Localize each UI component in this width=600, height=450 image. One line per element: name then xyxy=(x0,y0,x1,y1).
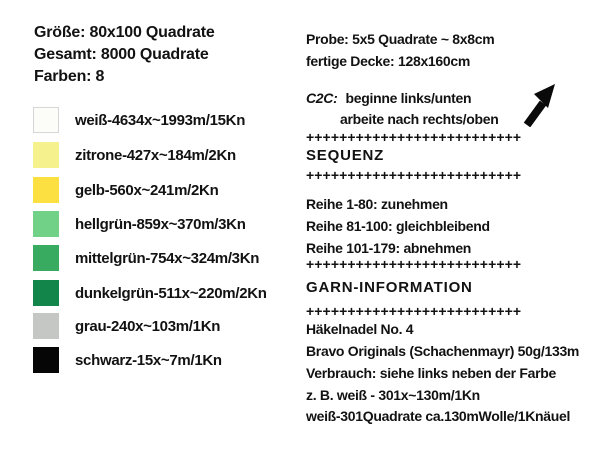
size-line: Größe: 80x100 Quadrate xyxy=(34,24,215,41)
color-swatch-gelb xyxy=(33,177,59,203)
gauge-line: Probe: 5x5 Quadrate ~ 8x8cm xyxy=(306,31,495,47)
row-range-3: Reihe 101-179: abnehmen xyxy=(306,240,472,256)
legend-row-gelb xyxy=(33,177,218,203)
row-range-2: Reihe 81-100: gleichbleibend xyxy=(306,218,490,234)
row-range-1: Reihe 1-80: zunehmen xyxy=(306,196,448,212)
sequenz-title: SEQUENZ xyxy=(306,147,385,164)
total-line: Gesamt: 8000 Quadrate xyxy=(34,46,209,63)
garn-info-title: GARN-INFORMATION xyxy=(306,279,473,296)
hook-size-line: Häkelnadel No. 4 xyxy=(306,321,414,337)
separator-1: ++++++++++++++++++++++++++ xyxy=(306,129,522,145)
color-swatch-grau xyxy=(33,313,59,339)
color-swatch-dunkelgruen xyxy=(33,280,59,306)
color-swatch-hellgruen xyxy=(33,211,59,237)
color-swatch-weiss xyxy=(33,107,59,133)
arrow-up-right-icon xyxy=(521,81,559,127)
separator-4: ++++++++++++++++++++++++++ xyxy=(306,303,522,319)
legend-label-weiss: weiß-4634x~1993m/15Kn xyxy=(75,111,246,129)
example-detail-line: weiß-301Quadrate ca.130mWolle/1Knäuel xyxy=(306,408,571,424)
size-info-block xyxy=(34,22,215,88)
legend-label-dunkelgruen: dunkelgrün-511x~220m/2Kn xyxy=(75,284,267,302)
legend-label-hellgruen: hellgrün-859x~370m/3Kn xyxy=(75,215,246,233)
legend-label-schwarz: schwarz-15x~7m/1Kn xyxy=(75,351,222,369)
c2c-label: C2C: xyxy=(306,90,338,106)
legend-label-mittelgruen: mittelgrün-754x~324m/3Kn xyxy=(75,249,260,267)
legend-row-mittelgruen xyxy=(33,245,259,271)
c2c-line-1 xyxy=(306,90,471,106)
example-line: z. B. weiß - 301x~130m/1Kn xyxy=(306,387,480,403)
legend-row-zitrone xyxy=(33,142,236,168)
legend-label-gelb: gelb-560x~241m/2Kn xyxy=(75,181,219,199)
legend-label-zitrone: zitrone-427x~184m/2Kn xyxy=(75,146,236,164)
color-swatch-schwarz xyxy=(33,347,59,373)
finished-size-line: fertige Decke: 128x160cm xyxy=(306,53,471,69)
legend-row-dunkelgruen xyxy=(33,280,267,306)
color-swatch-zitrone xyxy=(33,142,59,168)
legend-row-grau xyxy=(33,313,220,339)
legend-row-hellgruen xyxy=(33,211,246,237)
c2c-start-text: beginne links/unten xyxy=(345,90,472,106)
colors-count-line: Farben: 8 xyxy=(34,68,105,85)
usage-note-line: Verbrauch: siehe links neben der Farbe xyxy=(306,365,557,381)
separator-2: ++++++++++++++++++++++++++ xyxy=(306,167,522,183)
legend-row-schwarz xyxy=(33,347,222,373)
c2c-line-2: arbeite nach rechts/oben xyxy=(340,111,499,127)
color-swatch-mittelgruen xyxy=(33,245,59,271)
legend-label-grau: grau-240x~103m/1Kn xyxy=(75,317,221,335)
separator-3: ++++++++++++++++++++++++++ xyxy=(306,256,522,272)
yarn-brand-line: Bravo Originals (Schachenmayr) 50g/133m xyxy=(306,343,580,359)
legend-row-weiss xyxy=(33,107,245,133)
right-info-column xyxy=(306,0,598,450)
